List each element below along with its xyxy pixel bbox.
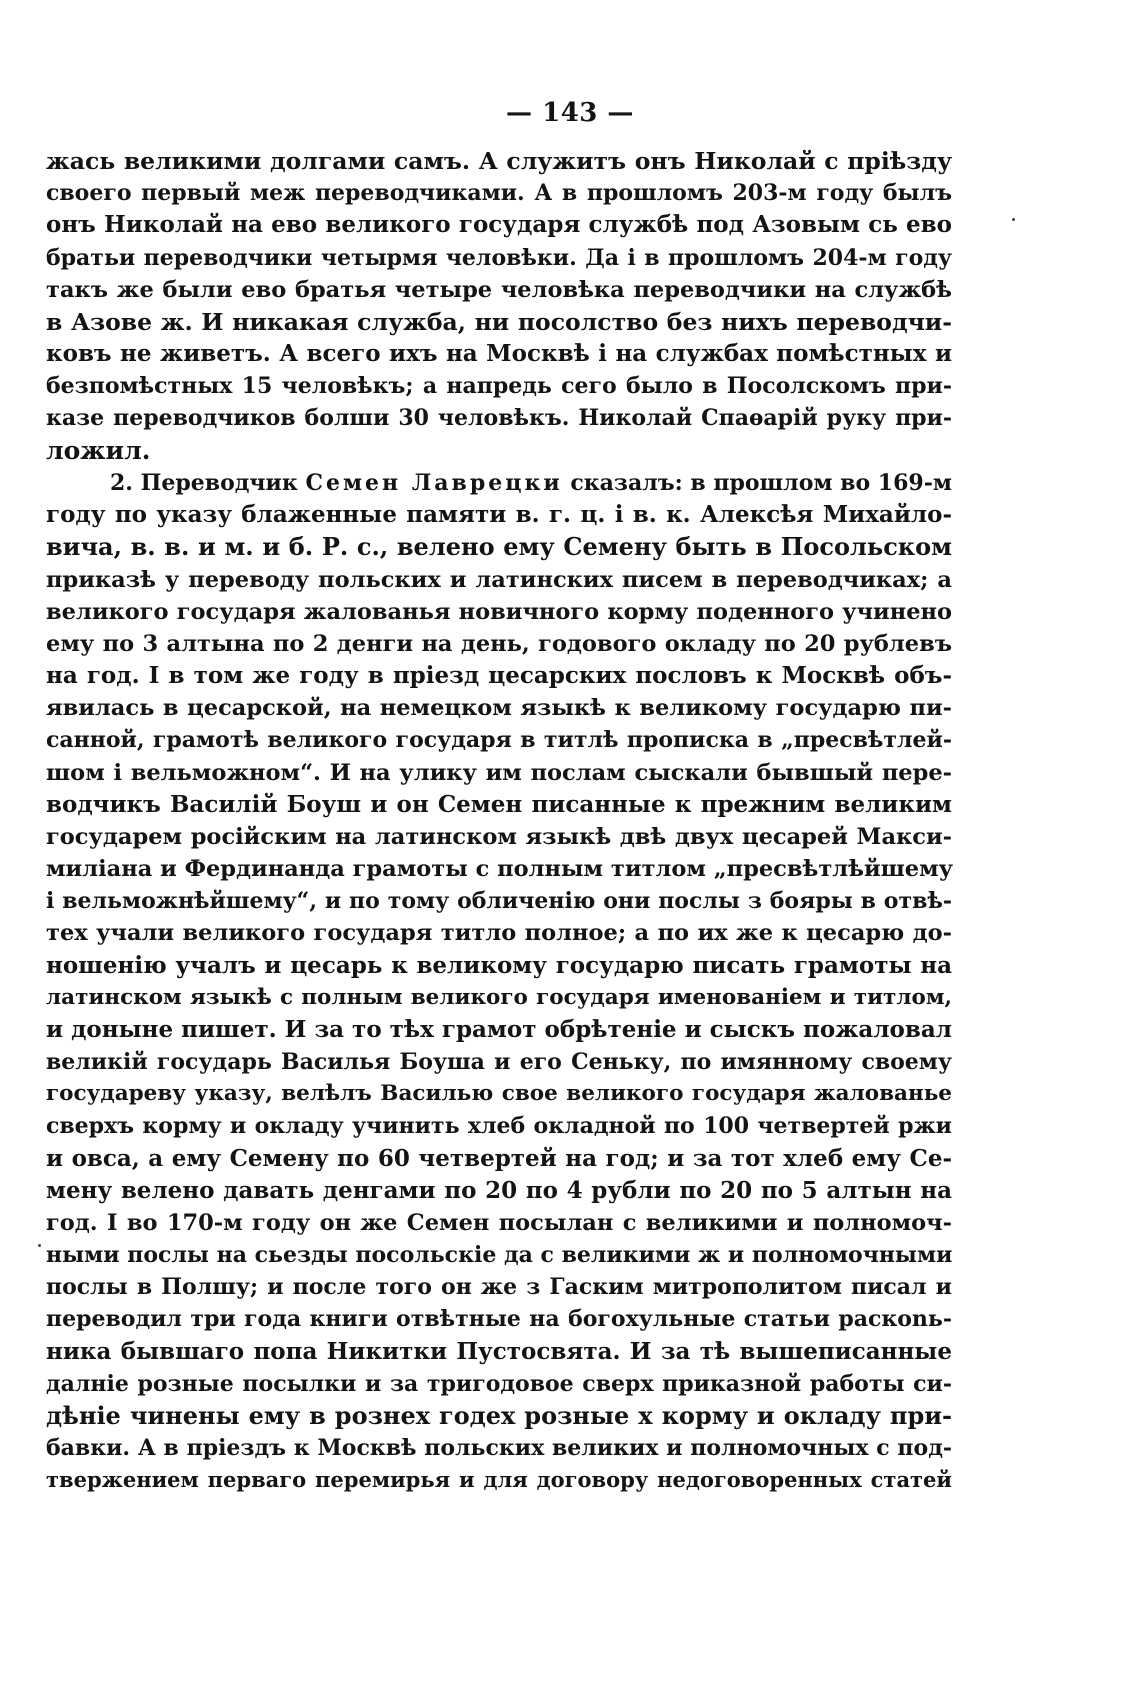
text-line: водчикъ Василій Боуш и он Семен писанные к прежним великим xyxy=(46,791,952,818)
scan-speck xyxy=(38,1244,41,1247)
text-line: латинском языкѣ с полным великого государя именованіем и титлом, xyxy=(46,985,952,1010)
text-line: ему по 3 алтына по 2 денги на день, годового окладу по 20 рублевъ xyxy=(46,631,952,657)
text-line: бавки. А в пріездъ к Москвѣ польских великих и полномочных с под- xyxy=(46,1435,952,1461)
text-line: год. І во 170-м году он же Семен посылан с великими и полномоч- xyxy=(46,1210,952,1236)
text-line: явилась в цесарской, на немецком языкѣ к великому государю пи- xyxy=(46,695,952,721)
text-line: братьи переводчики четырмя человѣки. Да і в прошломъ 204-м году xyxy=(46,245,952,271)
text-line: государеву указу, велѣлъ Василью свое великого государя жалованье xyxy=(46,1081,952,1106)
text-line: дѣніе чинены ему в рознех годех розные х корму и окладу при- xyxy=(46,1401,952,1430)
text-line: приказѣ у переводу польских и латинских писем в переводчиках; а xyxy=(46,567,952,593)
first-line-rest: сказалъ: в прошлом во 169-м xyxy=(570,470,952,496)
text-line: онъ Николай на ево великого государя службѣ под Азовым сь ево xyxy=(46,211,952,238)
text-line: послы в Полшу; и после того он же з Гаским митрополитом писал и xyxy=(46,1274,952,1300)
text-line: великій государь Василья Боуша и его Сеньку, по имянному своему xyxy=(46,1049,952,1075)
scan-speck xyxy=(1012,218,1015,221)
text-line: ложил. xyxy=(46,436,151,465)
person-name: Семен Лаврецки xyxy=(305,470,563,496)
text-line: миліана и Фердинанда грамоты с полным титлом „пресвѣтлѣйшему xyxy=(46,856,954,882)
text-line: шом і вельможном“. И на улику им послам сыскали бывшый пере- xyxy=(46,760,952,786)
text-line: санной, грамотѣ великого государя в титлѣ прописка в „пресвѣтлей- xyxy=(46,727,952,753)
text-line: жась великими долгами самъ. А служитъ онъ Николай с пріѣзду xyxy=(46,147,952,175)
text-line: великого государя жалованья новичного корму поденного учинено xyxy=(46,599,952,625)
text-line: государем російским на латинском языкѣ двѣ двух цесарей Макси- xyxy=(46,824,952,850)
item-number: 2. Переводчик xyxy=(110,470,298,496)
text-line: вича, в. в. и м. и б. Р. с., велено ему Семену быть в Посольском xyxy=(46,532,952,561)
text-line: мену велено давать денгами по 20 по 4 рубли по 20 по 5 алтын на xyxy=(46,1177,952,1204)
paragraph-2-first-line xyxy=(110,466,952,500)
text-line: своего первый меж переводчиками. А в прошломъ 203-м году былъ xyxy=(46,180,952,206)
text-line: ношенію учалъ и цесарь к великому государю писать грамоты на xyxy=(46,952,952,979)
text-line: переводил три года книги отвѣтные на богохульные статьи раскоnь- xyxy=(46,1306,952,1332)
text-line: тех учали великого государя титло полное; а по их же к цесарю до- xyxy=(46,920,952,946)
text-line: и овса, а ему Семену по 60 четвертей на год; и за тот хлеб ему Се- xyxy=(46,1145,952,1172)
text-line: в Азове ж. И никакая служба, ни посолство без нихъ переводчи- xyxy=(46,308,952,336)
text-line: ными послы на сьезды посольскіе да с великими ж и полномочными xyxy=(46,1242,953,1268)
text-line: ника бывшаго попа Никитки Пустосвята. И за тѣ вышеписанные xyxy=(46,1338,952,1365)
text-line: году по указу блаженные памяти в. г. ц. і в. к. Алексѣя Михайло- xyxy=(46,501,952,528)
text-line: і вельможнѣйшему“, и по тому обличенію они послы з бояры в отвѣ- xyxy=(46,888,952,914)
text-line: ковъ не живетъ. А всего ихъ на Москвѣ і на службах помѣстных и xyxy=(46,340,952,367)
text-line: твержением перваго перемирья и для договору недоговоренных статей xyxy=(46,1467,952,1492)
text-line: и доныне пишет. И за то тѣх грамот обрѣтеніе и сыскъ пожаловал xyxy=(46,1016,952,1043)
text-line: такъ же были ево братья четыре человѣка переводчики на службѣ xyxy=(46,277,952,303)
text-line: безпомѣстных 15 человѣкъ; а напредь сего было в Посолскомъ при- xyxy=(46,373,952,399)
text-line: далніе розные посылки и за тригодовое сверх приказной работы си- xyxy=(46,1371,952,1397)
text-line: сверхъ корму и окладу учинить хлеб окладной по 100 четвертей ржи xyxy=(46,1113,952,1139)
page-number: — 143 — xyxy=(506,98,634,128)
text-line: на год. І в том же году в пріезд цесарских пословъ к Москвѣ объ- xyxy=(46,662,952,689)
text-line: казе переводчиков болши 30 человѣкъ. Николай Спаѳарій руку при- xyxy=(46,405,952,431)
